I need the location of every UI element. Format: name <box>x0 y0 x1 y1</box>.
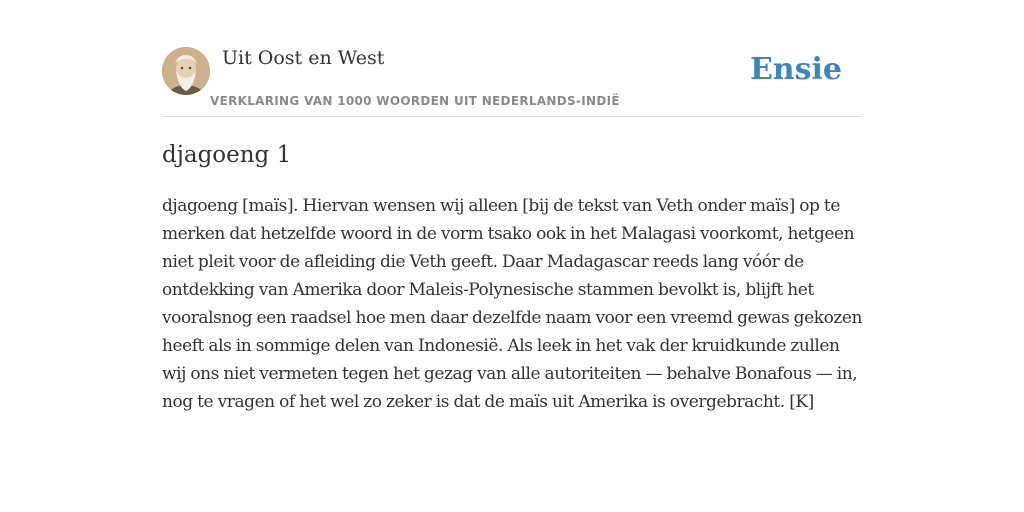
source-subtitle: VERKLARING VAN 1000 WOORDEN UIT NEDERLANDS-INDIË <box>210 94 620 108</box>
source-title[interactable]: Uit Oost en West <box>222 47 385 69</box>
entry-title: djagoeng 1 <box>162 142 292 168</box>
ensie-logo[interactable]: Ensie <box>749 52 842 87</box>
header <box>162 46 862 117</box>
entry-body: djagoeng [maïs]. Hiervan wensen wij alleen [bij de tekst van Veth onder maïs] op te merken dat hetzelfde woord in de vorm tsako ook in het Malagasi voorkomt, hetgeen niet pleit voor de afleiding die Veth geeft. Daar Madagascar reeds lang vóór de ontdekking van Amerika door Maleis-Polynesische stammen bevolkt is, blijft het vooralsnog een raadsel hoe men daar dezelfde naam voor een vreemd gewas gekozen heeft als in sommige delen van Indonesië. Als leek in het vak der kruidkunde zullen wij ons niet vermeten tegen het gezag van alle autoriteiten — behalve Bonafous — in, nog te vragen of het wel zo zeker is dat de maïs uit Amerika is overgebracht. [K] <box>162 196 862 412</box>
author-avatar[interactable] <box>162 47 210 95</box>
author-portrait-icon <box>162 47 210 95</box>
